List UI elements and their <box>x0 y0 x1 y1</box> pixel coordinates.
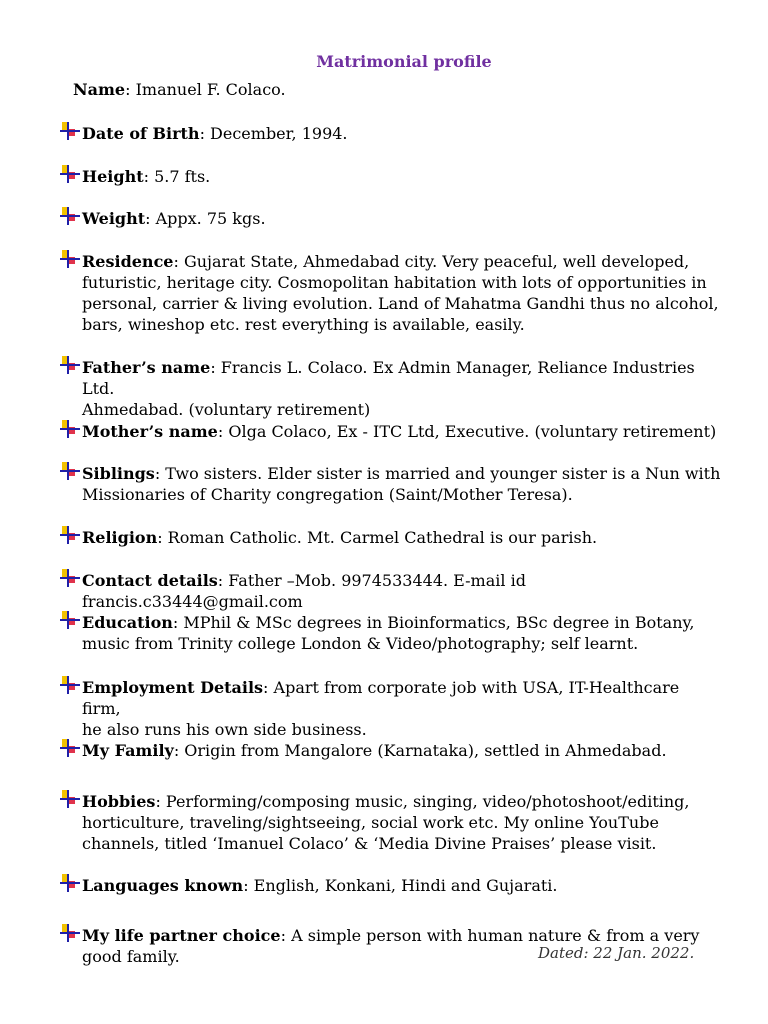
profile-item-text <box>82 875 722 896</box>
profile-item-text <box>82 527 722 548</box>
pin-bullet-icon <box>58 120 80 142</box>
profile-item-value: : December, 1994. <box>199 124 348 143</box>
profile-item-label: Father’s name <box>82 358 211 377</box>
profile-item-label: My Family <box>82 741 174 760</box>
profile-item-label: My life partner choice <box>82 926 281 945</box>
dated-text: Dated: 22 Jan. 2022. <box>538 944 695 962</box>
profile-item-value: : Roman Catholic. Mt. Carmel Cathedral is our parish. <box>157 528 598 547</box>
profile-item-label: Date of Birth <box>82 124 200 143</box>
profile-item-value: : Appx. 75 kgs. <box>145 209 266 228</box>
profile-item-value: : MPhil & MSc degrees in Bioinformatics, BSc degree in Botany, music from Trinity college London & Video/photography; self learnt. <box>82 613 695 653</box>
profile-item-label: Contact details <box>82 571 218 590</box>
pin-bullet-icon <box>58 248 80 270</box>
profile-item-value: : 5.7 fts. <box>143 167 211 186</box>
pin-bullet-icon <box>58 567 80 589</box>
profile-item-text <box>82 677 722 740</box>
profile-item-text <box>82 123 722 144</box>
profile-item-text <box>82 740 722 761</box>
profile-item-label: Height <box>82 167 144 186</box>
profile-item-text <box>82 251 722 335</box>
pin-bullet-icon <box>58 609 80 631</box>
name-label: Name <box>73 80 126 99</box>
profile-item-text <box>82 612 722 654</box>
pin-bullet-icon <box>58 922 80 944</box>
profile-item-value: : English, Konkani, Hindi and Gujarati. <box>243 876 558 895</box>
name-value: : Imanuel F. Colaco. <box>125 80 286 99</box>
pin-bullet-icon <box>58 460 80 482</box>
pin-bullet-icon <box>58 418 80 440</box>
profile-item-label: Languages known <box>82 876 244 895</box>
profile-item-text <box>82 208 722 229</box>
profile-item-value: : Performing/composing music, singing, video/photoshoot/editing, horticulture, traveling/sightseeing, social work etc. My online YouTube channels, titled ‘Imanuel Colaco’ & ‘Media Divine Praises’ please visit. <box>82 792 690 853</box>
pin-bullet-icon <box>58 524 80 546</box>
page-title: Matrimonial profile <box>316 52 492 71</box>
pin-bullet-icon <box>58 737 80 759</box>
pin-bullet-icon <box>58 205 80 227</box>
profile-item-label: Religion <box>82 528 158 547</box>
name-line <box>73 79 286 100</box>
profile-item-text <box>82 463 722 505</box>
profile-item-text <box>82 166 722 187</box>
pin-bullet-icon <box>58 354 80 376</box>
profile-item-text <box>82 570 722 612</box>
profile-item-text <box>82 421 722 442</box>
profile-item-label: Siblings <box>82 464 155 483</box>
pin-bullet-icon <box>58 163 80 185</box>
profile-item-label: Residence <box>82 252 174 271</box>
profile-item-value: : Origin from Mangalore (Karnataka), settled in Ahmedabad. <box>173 741 667 760</box>
profile-item-value: : A simple person with human nature & from a very good family. <box>82 926 700 966</box>
pin-bullet-icon <box>58 788 80 810</box>
profile-item-label: Hobbies <box>82 792 156 811</box>
profile-item-value: : Father –Mob. 9974533444. E-mail id francis.c33444@gmail.com <box>82 571 526 611</box>
profile-item-label: Education <box>82 613 173 632</box>
profile-item-label: Employment Details <box>82 678 264 697</box>
profile-item-value: : Apart from corporate job with USA, IT-Healthcare firm, he also runs his own side business. <box>82 678 680 739</box>
pin-bullet-icon <box>58 872 80 894</box>
profile-item-value: : Gujarat State, Ahmedabad city. Very peaceful, well developed, futuristic, heritage city. Cosmopolitan habitation with lots of opportunities in personal, carrier & living evolution. Land of Mahatma Gandhi thus no alcohol, bars, wineshop etc. rest everything is available, easily. <box>82 252 719 334</box>
profile-item-value: : Olga Colaco, Ex - ITC Ltd, Executive. (voluntary retirement) <box>217 422 717 441</box>
profile-item-label: Weight <box>82 209 146 228</box>
profile-item-text <box>82 791 722 854</box>
profile-item-text <box>82 357 722 420</box>
profile-item-value: : Francis L. Colaco. Ex Admin Manager, Reliance Industries Ltd. Ahmedabad. (voluntary retirement) <box>82 358 695 419</box>
profile-item-value: : Two sisters. Elder sister is married and younger sister is a Nun with Missionaries of Charity congregation (Saint/Mother Teresa). <box>82 464 721 504</box>
pin-bullet-icon <box>58 674 80 696</box>
profile-item-label: Mother’s name <box>82 422 218 441</box>
